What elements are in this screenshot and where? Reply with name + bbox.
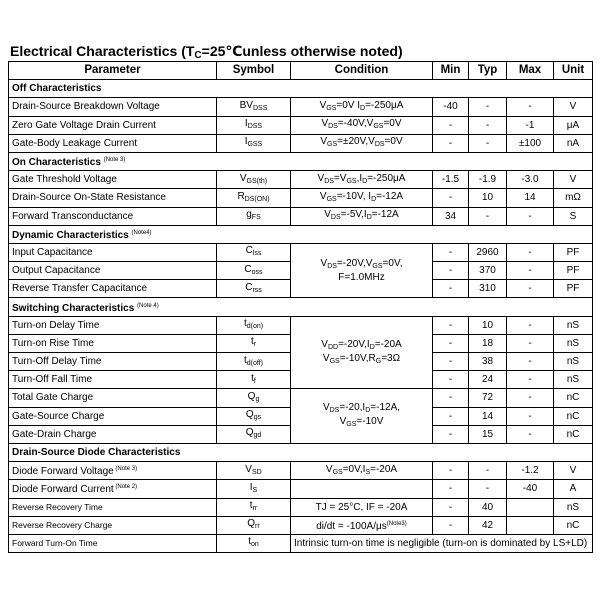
unit-cell: PF (554, 262, 593, 280)
typ-cell: 310 (469, 280, 507, 298)
unit-cell: PF (554, 280, 593, 298)
param-cell: Output Capacitance (9, 262, 217, 280)
typ-cell: - (469, 116, 507, 134)
symbol-cell: $R_{DS(ON)}$ (217, 189, 291, 207)
min-cell: - (433, 334, 469, 352)
unit-cell: nS (554, 353, 593, 371)
table-row (9, 389, 593, 407)
max-cell (507, 516, 554, 534)
min-cell: - (433, 189, 469, 207)
electrical-characteristics-table (8, 61, 593, 553)
section-dynamic: Dynamic Characteristics $^{(Note4)}$ (9, 225, 593, 243)
param-cell: Zero Gate Voltage Drain Current (9, 116, 217, 134)
condition-cell: TJ = 25°C, IF = -20A (291, 498, 433, 516)
max-cell: - (507, 353, 554, 371)
symbol-cell: $t_f$ (217, 371, 291, 389)
param-cell: Turn-on Rise Time (9, 334, 217, 352)
min-cell: -1.5 (433, 171, 469, 189)
condition-cell: $V_{GS}=\pm 20V,V_{DS}=0V$ (291, 134, 433, 152)
unit-cell: A (554, 480, 593, 498)
max-cell: ±100 (507, 134, 554, 152)
table-row (9, 316, 593, 334)
param-cell: Gate-Body Leakage Current (9, 134, 217, 152)
symbol-cell: $t_{d(off)}$ (217, 353, 291, 371)
param-cell: Reverse Recovery Time (9, 498, 217, 516)
min-cell: 34 (433, 207, 469, 225)
header-typ: Typ (469, 62, 507, 80)
section-off: Off Characteristics (9, 80, 593, 98)
unit-cell: V (554, 171, 593, 189)
condition-cell-wide: Intrinsic turn-on time is negligible (turn-on is dominated by LS+LD) (291, 534, 593, 552)
symbol-cell: $V_{SD}$ (217, 462, 291, 480)
max-cell: - (507, 316, 554, 334)
min-cell: - (433, 480, 469, 498)
typ-cell: 370 (469, 262, 507, 280)
condition-cell: $V_{GS}=0V$ $I_D=-250\mu A$ (291, 98, 433, 116)
param-cell: Diode Forward Current $^{(Note 2)}$ (9, 480, 217, 498)
section-switching: Switching Characteristics $^{(Note 4)}$ (9, 298, 593, 316)
typ-cell: - (469, 207, 507, 225)
header-unit: Unit (554, 62, 593, 80)
symbol-cell: $BV_{DSS}$ (217, 98, 291, 116)
typ-cell: 2960 (469, 243, 507, 261)
merged-condition-switching: $V_{DD}=-20V,I_D=-20A$ $V_{GS}=-10V,R_G=3\Omega$ (291, 316, 433, 389)
header-min: Min (433, 62, 469, 80)
condition-cell: $V_{DS}=-5V,I_D=-12A$ (291, 207, 433, 225)
max-cell: -3.0 (507, 171, 554, 189)
condition-cell: $V_{DS}=-40V,V_{GS}=0V$ (291, 116, 433, 134)
param-cell: Turn-on Delay Time (9, 316, 217, 334)
unit-cell: nS (554, 371, 593, 389)
section-diode: Drain-Source Diode Characteristics (9, 443, 593, 461)
condition-cell (291, 480, 433, 498)
max-cell: -1.2 (507, 462, 554, 480)
symbol-cell: $t_r$ (217, 334, 291, 352)
min-cell: - (433, 116, 469, 134)
condition-cell: di/dt = -100A/μs$^{(Note3)}$ (291, 516, 433, 534)
condition-cell: $V_{GS}=-10V$, $I_D=-12A$ (291, 189, 433, 207)
max-cell: - (507, 407, 554, 425)
max-cell: - (507, 207, 554, 225)
symbol-cell: $Q_{gs}$ (217, 407, 291, 425)
typ-cell: 15 (469, 425, 507, 443)
max-cell (507, 498, 554, 516)
unit-cell: nC (554, 516, 593, 534)
typ-cell: - (469, 134, 507, 152)
typ-cell: 10 (469, 316, 507, 334)
symbol-cell: $Q_g$ (217, 389, 291, 407)
max-cell: - (507, 262, 554, 280)
max-cell: - (507, 334, 554, 352)
typ-cell: 10 (469, 189, 507, 207)
param-cell: Gate-Source Charge (9, 407, 217, 425)
symbol-cell: $t_{on}$ (217, 534, 291, 552)
typ-cell: 40 (469, 498, 507, 516)
typ-cell: - (469, 480, 507, 498)
condition-cell: $V_{GS}=0V,I_S=-20A$ (291, 462, 433, 480)
section-row (9, 443, 593, 461)
typ-cell: - (469, 462, 507, 480)
symbol-cell: $Q_{rr}$ (217, 516, 291, 534)
table-row (9, 243, 593, 261)
min-cell: - (433, 425, 469, 443)
table-row (9, 534, 593, 552)
unit-cell: S (554, 207, 593, 225)
min-cell: - (433, 498, 469, 516)
table-title: Electrical Characteristics ($T_C=25℃unless$ otherwise noted) (10, 43, 403, 61)
section-row (9, 80, 593, 98)
max-cell: 14 (507, 189, 554, 207)
typ-cell: -1.9 (469, 171, 507, 189)
max-cell: -40 (507, 480, 554, 498)
table-row (9, 171, 593, 189)
table-row (9, 498, 593, 516)
section-row (9, 152, 593, 170)
min-cell: - (433, 262, 469, 280)
symbol-cell: $g_{FS}$ (217, 207, 291, 225)
param-cell: Drain-Source Breakdown Voltage (9, 98, 217, 116)
unit-cell: μA (554, 116, 593, 134)
unit-cell: nA (554, 134, 593, 152)
symbol-cell: $I_{DSS}$ (217, 116, 291, 134)
table-row (9, 116, 593, 134)
symbol-cell: $C_{lss}$ (217, 243, 291, 261)
max-cell: - (507, 371, 554, 389)
min-cell: - (433, 407, 469, 425)
param-cell: Turn-Off Delay Time (9, 353, 217, 371)
max-cell: - (507, 389, 554, 407)
typ-cell: 72 (469, 389, 507, 407)
min-cell: - (433, 516, 469, 534)
typ-cell: 18 (469, 334, 507, 352)
min-cell: -40 (433, 98, 469, 116)
param-cell: Forward Transconductance (9, 207, 217, 225)
unit-cell: nS (554, 316, 593, 334)
min-cell: - (433, 316, 469, 334)
min-cell: - (433, 371, 469, 389)
table-row (9, 462, 593, 480)
table-row (9, 189, 593, 207)
param-cell: Reverse Recovery Charge (9, 516, 217, 534)
param-cell: Reverse Transfer Capacitance (9, 280, 217, 298)
header-max: Max (507, 62, 554, 80)
param-cell: Total Gate Charge (9, 389, 217, 407)
typ-cell: 14 (469, 407, 507, 425)
symbol-cell: $I_S$ (217, 480, 291, 498)
header-symbol: Symbol (217, 62, 291, 80)
typ-cell: 42 (469, 516, 507, 534)
min-cell: - (433, 389, 469, 407)
unit-cell: nC (554, 407, 593, 425)
param-cell: Input Capacitance (9, 243, 217, 261)
unit-cell: mΩ (554, 189, 593, 207)
min-cell: - (433, 243, 469, 261)
symbol-cell: $C_{oss}$ (217, 262, 291, 280)
section-row (9, 225, 593, 243)
symbol-cell: $V_{GS(th)}$ (217, 171, 291, 189)
min-cell: - (433, 353, 469, 371)
symbol-cell: $I_{GSS}$ (217, 134, 291, 152)
unit-cell: nC (554, 425, 593, 443)
max-cell: - (507, 425, 554, 443)
section-row (9, 298, 593, 316)
typ-cell: 24 (469, 371, 507, 389)
max-cell: -1 (507, 116, 554, 134)
header-row (9, 62, 593, 80)
table-row (9, 207, 593, 225)
symbol-cell: $t_{d(on)}$ (217, 316, 291, 334)
param-cell: Diode Forward Voltage $^{(Note 3)}$ (9, 462, 217, 480)
param-cell: Drain-Source On-State Resistance (9, 189, 217, 207)
merged-condition-charge: $V_{DS}=-20,I_D=-12A$, $V_{GS}=-10V$ (291, 389, 433, 444)
symbol-cell: $t_{rr}$ (217, 498, 291, 516)
table-row (9, 98, 593, 116)
unit-cell: nC (554, 389, 593, 407)
param-cell: Forward Turn-On Time (9, 534, 217, 552)
param-cell: Gate Threshold Voltage (9, 171, 217, 189)
unit-cell: nS (554, 498, 593, 516)
typ-cell: - (469, 98, 507, 116)
unit-cell: nS (554, 334, 593, 352)
typ-cell: 38 (469, 353, 507, 371)
max-cell: - (507, 243, 554, 261)
symbol-cell: $Q_{gd}$ (217, 425, 291, 443)
min-cell: - (433, 134, 469, 152)
min-cell: - (433, 462, 469, 480)
merged-condition-dynamic: $V_{DS}=-20V,V_{GS}=0V$, F=1.0MHz (291, 243, 433, 298)
condition-cell: $V_{DS}=V_{GS},I_D=-250\mu A$ (291, 171, 433, 189)
table-row (9, 134, 593, 152)
max-cell: - (507, 280, 554, 298)
table-row (9, 480, 593, 498)
header-condition: Condition (291, 62, 433, 80)
symbol-cell: $C_{rss}$ (217, 280, 291, 298)
table-row (9, 516, 593, 534)
unit-cell: V (554, 462, 593, 480)
max-cell: - (507, 98, 554, 116)
header-parameter: Parameter (9, 62, 217, 80)
section-on: On Characteristics $^{(Note 3)}$ (9, 152, 593, 170)
unit-cell: V (554, 98, 593, 116)
min-cell: - (433, 280, 469, 298)
unit-cell: PF (554, 243, 593, 261)
param-cell: Gate-Drain Charge (9, 425, 217, 443)
param-cell: Turn-Off Fall Time (9, 371, 217, 389)
